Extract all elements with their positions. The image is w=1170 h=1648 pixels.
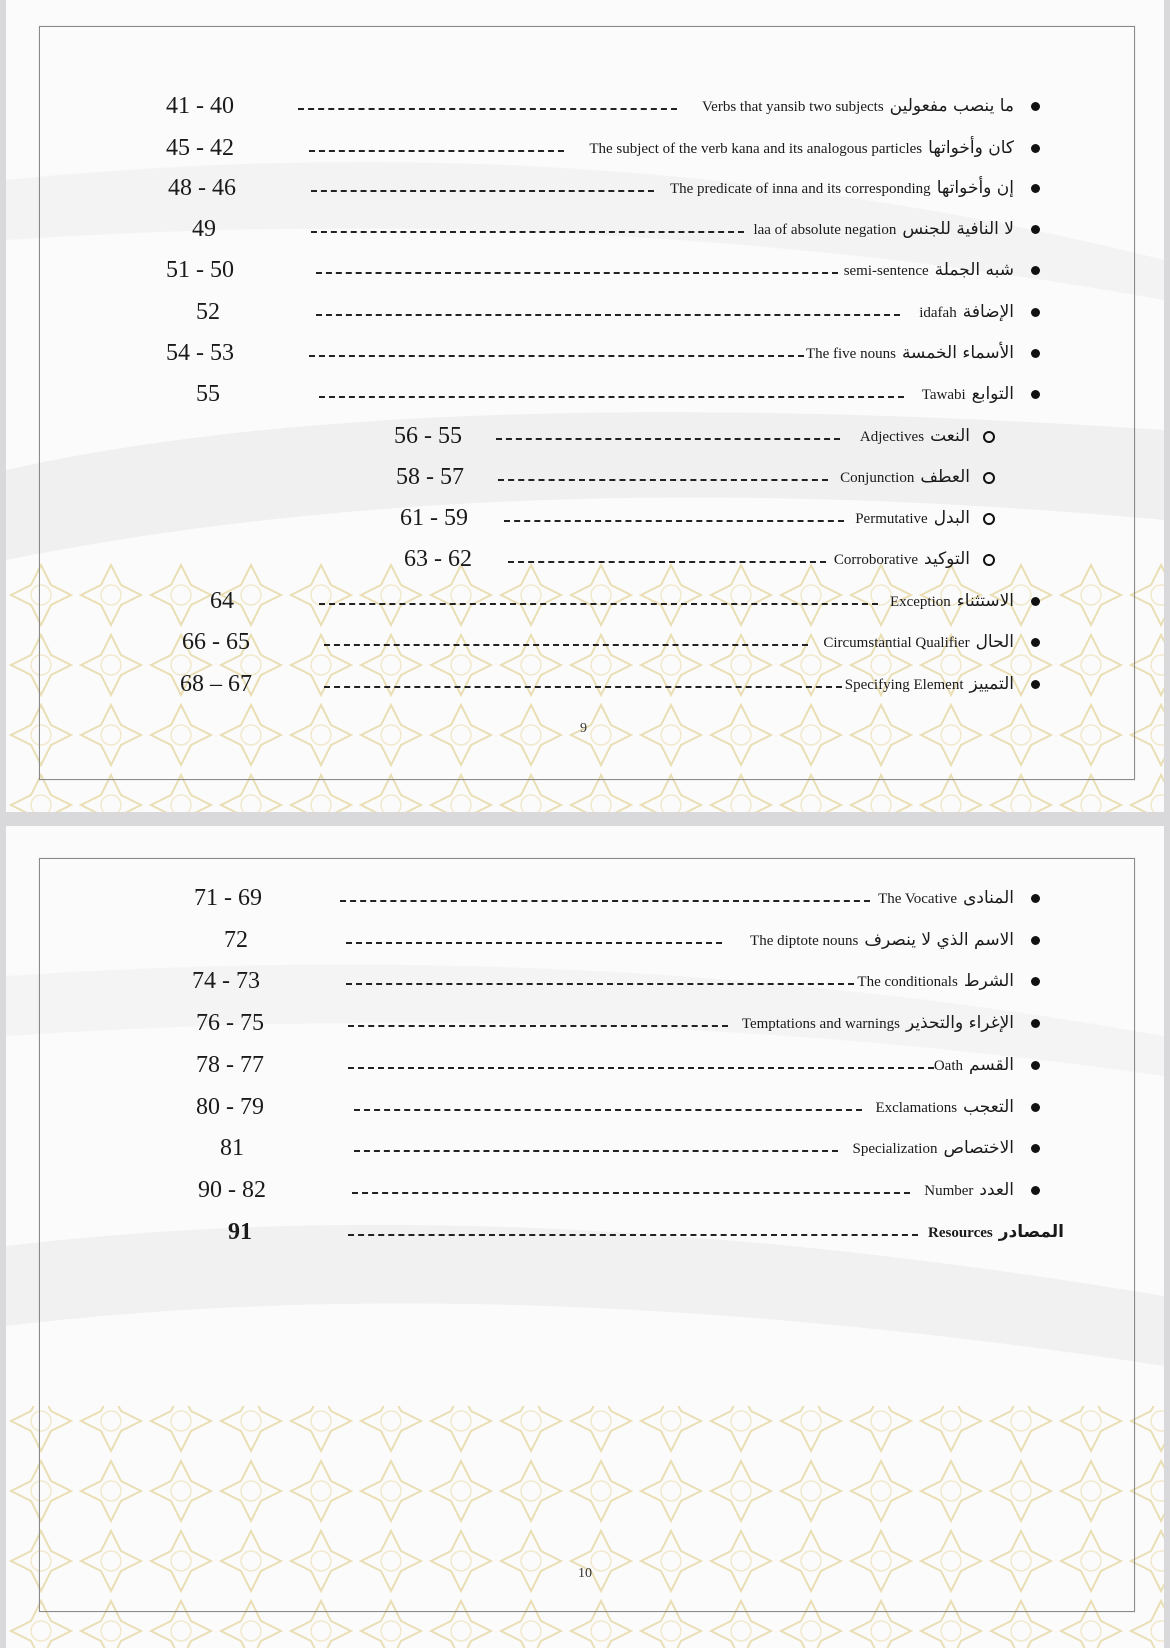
disc-bullet-icon (1031, 680, 1040, 689)
toc-title (855, 500, 970, 537)
circle-bullet-icon (983, 431, 995, 443)
dash-leader (309, 355, 804, 357)
disc-bullet-icon (1031, 597, 1040, 606)
dash-leader (348, 1067, 934, 1069)
toc-title-english: Exclamations (875, 1100, 958, 1116)
toc-title-english: Conjunction (840, 470, 915, 486)
toc-entry (6, 583, 1164, 619)
toc-title-english: The diptote nouns (750, 933, 859, 949)
toc-title-english: Exception (889, 594, 951, 610)
toc-title-arabic: النعت (930, 426, 970, 446)
toc-title-english: laa of absolute negation (753, 222, 897, 238)
circle-bullet-icon (983, 472, 995, 484)
toc-title (875, 1089, 1014, 1126)
dash-leader (340, 900, 870, 902)
toc-entry (6, 1089, 1164, 1125)
toc-page-range: 74 - 73 (192, 968, 260, 994)
toc-title (844, 252, 1014, 289)
toc-entry (6, 130, 1164, 166)
document-page-9 (6, 0, 1164, 812)
toc-entry (6, 1214, 1164, 1250)
toc-title (878, 880, 1014, 917)
toc-page-range: 56 - 55 (394, 423, 462, 449)
toc-title (922, 376, 1014, 413)
toc-title-english: The five nouns (805, 346, 896, 362)
toc-title-arabic: التوكيد (924, 549, 970, 569)
disc-bullet-icon (1031, 1144, 1040, 1153)
disc-bullet-icon (1031, 390, 1040, 399)
disc-bullet-icon (1031, 1019, 1040, 1028)
dash-leader (354, 1109, 862, 1111)
toc-title (806, 335, 1014, 372)
dash-leader (298, 108, 677, 110)
toc-title-arabic: الاسم الذي لا ينصرف (864, 930, 1014, 950)
toc-entry (6, 922, 1164, 958)
dash-leader (348, 1234, 918, 1236)
toc-title-arabic: التعجب (963, 1097, 1014, 1117)
dash-leader (311, 231, 744, 233)
toc-page-range: 64 (210, 588, 234, 614)
toc-title-english: Circumstantial Qualifier (823, 635, 970, 651)
toc-title-english: The conditionals (857, 974, 958, 990)
toc-title-arabic: المصادر (998, 1222, 1064, 1242)
dash-leader (319, 603, 878, 605)
toc-title (753, 211, 1014, 248)
toc-page-range: 52 (196, 299, 220, 325)
toc-title-arabic: الأسماء الخمسة (901, 343, 1014, 363)
toc-page-range: 76 - 75 (196, 1010, 264, 1036)
toc-page-range: 80 - 79 (196, 1094, 264, 1120)
toc-entry (6, 624, 1164, 660)
toc-title-english: Number (924, 1183, 974, 1199)
dash-leader (496, 438, 840, 440)
toc-title-arabic: الشرط (963, 971, 1014, 991)
toc-title-arabic: البدل (933, 508, 970, 528)
page-number: 10 (578, 1566, 592, 1581)
dash-leader (508, 561, 826, 563)
toc-title (919, 294, 1014, 331)
toc-page-range: 81 (220, 1135, 244, 1161)
toc-entry (6, 1005, 1164, 1041)
toc-title-arabic: الاختصاص (943, 1138, 1014, 1158)
dash-leader (324, 686, 842, 688)
toc-title-arabic: العدد (979, 1180, 1014, 1200)
toc-page-range: 90 - 82 (198, 1177, 266, 1203)
toc-title-arabic: القسم (969, 1055, 1014, 1075)
toc-page-range: 45 - 42 (166, 135, 234, 161)
toc-title-english: The Vocative (878, 891, 958, 907)
toc-page-range: 71 - 69 (194, 885, 262, 911)
dash-leader (319, 396, 904, 398)
toc-title-english: Specialization (852, 1141, 938, 1157)
toc-title (928, 1214, 1064, 1251)
document-page-10 (6, 826, 1164, 1648)
toc-entry (6, 541, 1164, 577)
disc-bullet-icon (1031, 1103, 1040, 1112)
disc-bullet-icon (1031, 977, 1040, 986)
toc-title-english: The predicate of inna and its corresponding (669, 181, 931, 197)
dash-leader (498, 479, 828, 481)
toc-title-english: Specifying Element (844, 677, 964, 693)
dash-leader (346, 983, 854, 985)
toc-entry (6, 170, 1164, 206)
toc-page-range: 51 - 50 (166, 257, 234, 283)
toc-page-range: 48 - 46 (168, 175, 236, 201)
toc-entry (6, 1130, 1164, 1166)
toc-page-range: 78 - 77 (196, 1052, 264, 1078)
circle-bullet-icon (983, 554, 995, 566)
toc-page-range: 58 - 57 (396, 464, 464, 490)
toc-entry (6, 335, 1164, 371)
toc-title (834, 541, 970, 578)
toc-title-arabic: ما ينصب مفعولين (889, 96, 1014, 116)
dash-leader (316, 314, 900, 316)
disc-bullet-icon (1031, 936, 1040, 945)
page-number: 9 (580, 721, 587, 736)
dash-leader (311, 190, 654, 192)
disc-bullet-icon (1031, 266, 1040, 275)
disc-bullet-icon (1031, 225, 1040, 234)
disc-bullet-icon (1031, 638, 1040, 647)
toc-title-english: Adjectives (859, 429, 925, 445)
toc-entry (6, 294, 1164, 330)
toc-title (852, 1130, 1014, 1167)
disc-bullet-icon (1031, 894, 1040, 903)
toc-title-english: Tawabi (921, 387, 966, 403)
toc-title (750, 922, 1014, 959)
toc-title-english: Oath (933, 1058, 964, 1074)
disc-bullet-icon (1031, 308, 1040, 317)
toc-title (890, 583, 1014, 620)
toc-title (845, 666, 1014, 703)
dash-leader (354, 1150, 838, 1152)
dash-leader (352, 1192, 910, 1194)
disc-bullet-icon (1031, 144, 1040, 153)
toc-title (860, 418, 970, 455)
dash-leader (348, 1025, 728, 1027)
toc-page-range: 61 - 59 (400, 505, 468, 531)
toc-page-range: 41 - 40 (166, 93, 234, 119)
toc-page-range: 49 (192, 216, 216, 242)
toc-entry (6, 963, 1164, 999)
disc-bullet-icon (1031, 1186, 1040, 1195)
dash-leader (346, 942, 722, 944)
toc-entry (6, 376, 1164, 412)
disc-bullet-icon (1031, 184, 1040, 193)
toc-title-english: idafah (919, 305, 957, 321)
toc-page-range: 72 (224, 927, 248, 953)
toc-title-english: Resources (928, 1225, 993, 1241)
toc-title-arabic: التمييز (969, 674, 1014, 694)
circle-bullet-icon (983, 513, 995, 525)
toc-entry (6, 666, 1164, 702)
toc-title-arabic: شبه الجملة (934, 260, 1014, 280)
dash-leader (504, 520, 844, 522)
toc-title (670, 170, 1014, 207)
toc-title (702, 88, 1014, 125)
toc-title (924, 1172, 1014, 1209)
toc-title (742, 1005, 1014, 1042)
dash-leader (316, 272, 838, 274)
toc-title-arabic: العطف (920, 467, 970, 487)
toc-page-range: 91 (228, 1219, 252, 1245)
toc-page-range: 66 - 65 (182, 629, 250, 655)
toc-title (823, 624, 1014, 661)
toc-page-range: 54 - 53 (166, 340, 234, 366)
dash-leader (309, 150, 564, 152)
toc-title (589, 130, 1014, 167)
toc-title (840, 459, 970, 496)
toc-entry (6, 88, 1164, 124)
disc-bullet-icon (1031, 102, 1040, 111)
dash-leader (324, 644, 808, 646)
toc-entry (6, 459, 1164, 495)
toc-entry (6, 880, 1164, 916)
toc-title-english: Permutative (855, 511, 928, 527)
toc-entry (6, 252, 1164, 288)
toc-entry (6, 1172, 1164, 1208)
toc-title-arabic: التوابع (971, 384, 1014, 404)
toc-title (857, 963, 1014, 1000)
toc-title-english: Corroborative (833, 552, 919, 568)
toc-title-english: semi-sentence (843, 263, 929, 279)
toc-title-arabic: الاستثناء (956, 591, 1014, 611)
toc-title-arabic: الإغراء والتحذير (905, 1013, 1014, 1033)
disc-bullet-icon (1031, 1061, 1040, 1070)
toc-title-arabic: لا النافية للجنس (902, 219, 1014, 239)
toc-title-arabic: المنادى (963, 888, 1014, 908)
toc-entry (6, 500, 1164, 536)
toc-title-english: The subject of the verb kana and its analogous particles (589, 141, 923, 157)
toc-title (934, 1047, 1014, 1084)
toc-title-arabic: كان وأخواتها (928, 138, 1014, 158)
toc-page-range: 68 – 67 (180, 671, 252, 697)
toc-page-range: 63 - 62 (404, 546, 472, 572)
toc-title-arabic: الحال (975, 632, 1014, 652)
toc-entry (6, 211, 1164, 247)
disc-bullet-icon (1031, 349, 1040, 358)
toc-title-english: Verbs that yansib two subjects (702, 99, 884, 115)
toc-title-arabic: الإضافة (962, 302, 1014, 322)
toc-page-range: 55 (196, 381, 220, 407)
toc-entry (6, 1047, 1164, 1083)
toc-title-english: Temptations and warnings (741, 1016, 900, 1032)
toc-title-arabic: إن وأخواتها (936, 178, 1014, 198)
toc-entry (6, 418, 1164, 454)
